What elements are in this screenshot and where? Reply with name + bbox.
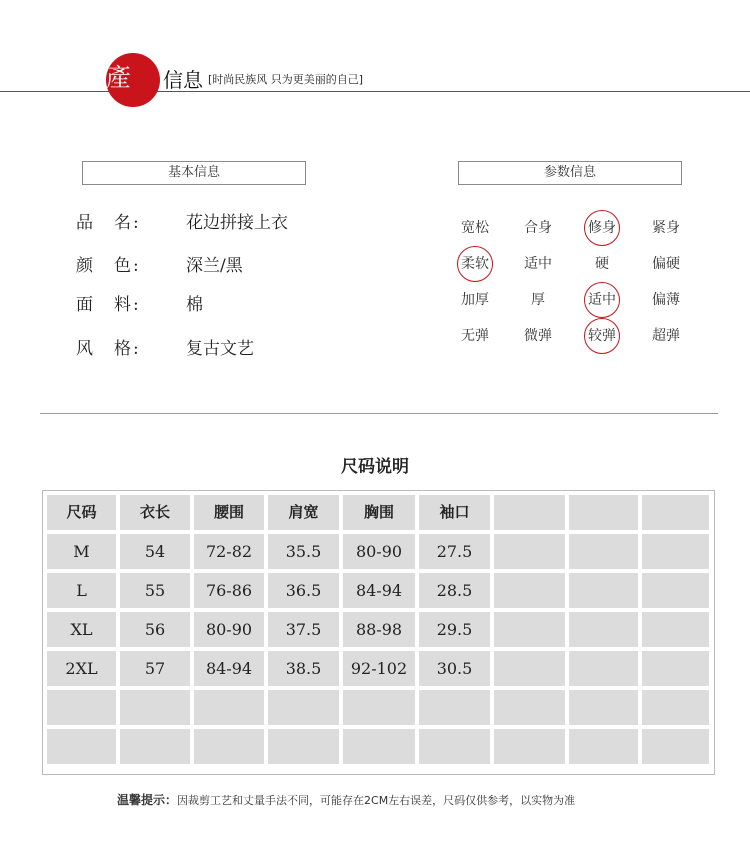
table-cell: 27.5	[419, 534, 490, 569]
logo-char-2: 品	[128, 67, 148, 92]
table-cell	[343, 729, 415, 764]
table-cell	[494, 690, 565, 725]
basic-info-heading: 基本信息	[82, 161, 306, 185]
table-cell: 2XL	[47, 651, 116, 686]
table-cell: 30.5	[419, 651, 490, 686]
table-header-cell	[569, 495, 638, 530]
tip-text: 因裁剪工艺和丈量手法不同，可能存在2CM左右误差，尺码仅供参考，以实物为准	[177, 794, 576, 807]
param-option-selected: 适中	[582, 289, 622, 309]
basic-info-label: 面 料:	[76, 295, 141, 315]
header-title: 信息	[163, 68, 203, 92]
table-cell: 84-94	[194, 651, 264, 686]
table-cell	[343, 690, 415, 725]
table-header-cell	[494, 495, 565, 530]
basic-info-row	[76, 251, 243, 276]
table-cell	[642, 573, 709, 608]
table-cell: 76-86	[194, 573, 264, 608]
header-subtitle: [时尚民族风 只为更美丽的自己]	[208, 73, 364, 86]
table-cell: L	[47, 573, 116, 608]
table-cell: 35.5	[268, 534, 339, 569]
size-chart-title: 尺码说明	[341, 457, 409, 477]
table-cell	[268, 729, 339, 764]
section-divider	[40, 413, 718, 414]
table-cell: 72-82	[194, 534, 264, 569]
logo-char-1: 產	[106, 63, 129, 92]
param-option: 微弹	[524, 328, 552, 344]
table-cell: 36.5	[268, 573, 339, 608]
table-cell	[494, 534, 565, 569]
table-cell: 80-90	[343, 534, 415, 569]
table-cell: 37.5	[268, 612, 339, 647]
param-option: 无弹	[461, 328, 489, 344]
table-cell: 57	[120, 651, 190, 686]
basic-info-label: 风 格:	[76, 339, 141, 359]
table-header-cell: 胸围	[343, 495, 415, 530]
table-cell	[642, 534, 709, 569]
table-cell: 55	[120, 573, 190, 608]
basic-info-label: 品 名:	[76, 213, 141, 233]
table-header-cell: 尺码	[47, 495, 116, 530]
table-cell: 88-98	[343, 612, 415, 647]
param-option: 宽松	[461, 220, 489, 236]
param-option: 加厚	[461, 292, 489, 308]
basic-info-label: 颜 色:	[76, 256, 141, 276]
basic-info-row	[76, 334, 254, 359]
param-option: 适中	[524, 256, 552, 272]
table-cell	[642, 729, 709, 764]
table-cell	[569, 651, 638, 686]
table-cell	[569, 729, 638, 764]
table-cell	[194, 690, 264, 725]
table-cell	[419, 690, 490, 725]
table-cell	[120, 690, 190, 725]
table-cell: XL	[47, 612, 116, 647]
param-option: 厚	[531, 292, 545, 308]
table-header-cell: 肩宽	[268, 495, 339, 530]
table-cell: 56	[120, 612, 190, 647]
table-header-cell	[642, 495, 709, 530]
table-cell	[494, 729, 565, 764]
table-cell	[642, 690, 709, 725]
table-cell	[120, 729, 190, 764]
table-cell	[47, 729, 116, 764]
table-cell: 28.5	[419, 573, 490, 608]
basic-info-value: 花边拼接上衣	[186, 213, 288, 233]
basic-info-value: 深兰/黑	[186, 256, 243, 276]
table-cell: 84-94	[343, 573, 415, 608]
param-option: 超弹	[652, 328, 680, 344]
table-cell: 92-102	[343, 651, 415, 686]
table-cell	[194, 729, 264, 764]
table-cell: 29.5	[419, 612, 490, 647]
table-cell	[268, 690, 339, 725]
param-option-selected: 较弹	[582, 325, 622, 345]
param-option: 硬	[595, 256, 609, 272]
basic-info-value: 棉	[186, 295, 203, 315]
table-cell	[642, 612, 709, 647]
param-option: 偏薄	[652, 292, 680, 308]
tip-label: 温馨提示：	[117, 793, 178, 807]
table-cell	[569, 612, 638, 647]
basic-info-row	[76, 290, 203, 315]
table-cell	[494, 573, 565, 608]
table-cell	[494, 651, 565, 686]
table-cell	[494, 612, 565, 647]
table-cell: 80-90	[194, 612, 264, 647]
table-cell	[642, 651, 709, 686]
param-option-selected: 柔软	[455, 253, 495, 273]
param-option: 偏硬	[652, 256, 680, 272]
table-header-cell: 腰围	[194, 495, 264, 530]
table-header-cell: 袖口	[419, 495, 490, 530]
table-cell: 54	[120, 534, 190, 569]
table-cell: 38.5	[268, 651, 339, 686]
basic-info-row	[76, 208, 288, 233]
table-header-cell: 衣长	[120, 495, 190, 530]
table-cell	[569, 690, 638, 725]
table-cell	[569, 573, 638, 608]
table-cell	[419, 729, 490, 764]
table-cell	[569, 534, 638, 569]
param-option-selected: 修身	[582, 217, 622, 237]
tip-note	[117, 791, 575, 808]
params-info-heading: 参数信息	[458, 161, 682, 185]
param-option: 紧身	[652, 220, 680, 236]
table-cell	[47, 690, 116, 725]
basic-info-value: 复古文艺	[186, 339, 254, 359]
logo-text	[106, 58, 168, 94]
param-option: 合身	[524, 220, 552, 236]
table-cell: M	[47, 534, 116, 569]
